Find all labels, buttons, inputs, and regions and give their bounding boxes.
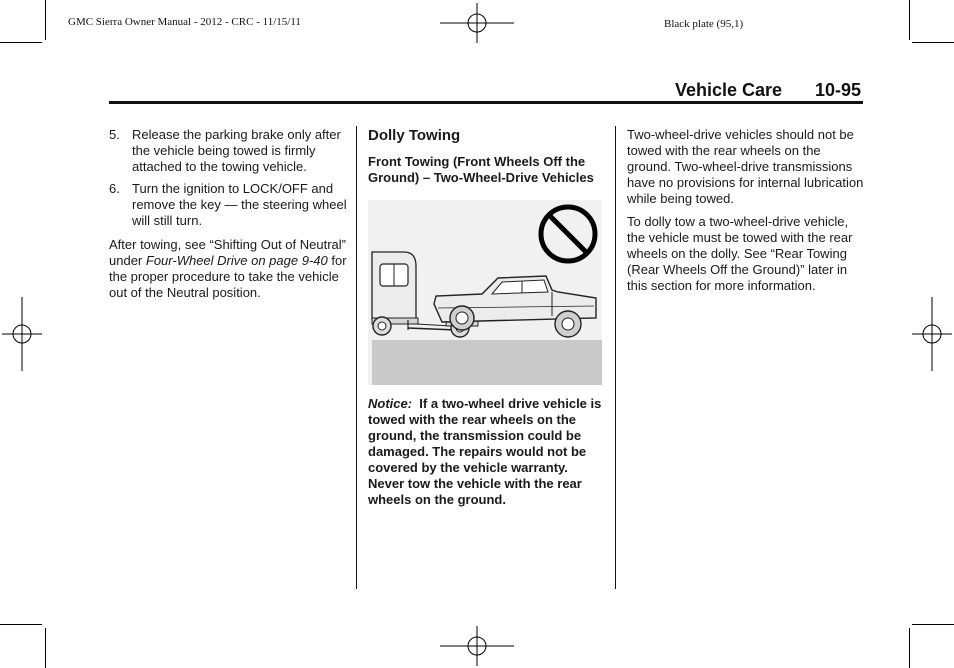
crop-mark <box>45 628 46 668</box>
list-item <box>109 181 347 229</box>
column-middle <box>368 127 606 515</box>
dolly-towing-illustration <box>368 200 602 385</box>
crop-mark <box>909 628 910 668</box>
notice-label: Notice: <box>368 396 413 411</box>
column-left <box>109 127 347 308</box>
list-item <box>109 127 347 175</box>
body-paragraph: To dolly tow a two-wheel-drive vehicle, the vehicle must be towed with the rear wheels on the dolly. See “Rear Towing (Rear Wheels Off the Ground)” later in this section for more information. <box>627 214 853 293</box>
step-text: Release the parking brake only after the vehicle being towed is firmly attached to the towing vehicle. <box>132 127 341 174</box>
crop-mark <box>912 624 954 625</box>
body-paragraph <box>109 237 347 301</box>
page-number: 10-95 <box>815 80 862 100</box>
registration-mark-icon <box>440 3 514 43</box>
notice-text: If a two-wheel drive vehicle is towed with the rear wheels on the ground, the transmission could be damaged. The repairs would not be covered by the vehicle warranty. Never tow the vehicle with the rear wheels on the ground. <box>368 396 602 507</box>
column-divider <box>615 126 616 589</box>
step-text: Turn the ignition to LOCK/OFF and remove the key — the steering wheel will still turn. <box>132 181 347 228</box>
header-rule <box>109 101 863 104</box>
step-number: 6. <box>109 181 120 196</box>
section-heading: Dolly Towing <box>368 127 461 144</box>
crop-mark <box>912 42 954 43</box>
paragraph-text: for the proper procedure to take the vehicle out of the Neutral position. <box>109 253 347 300</box>
registration-mark-icon <box>912 297 952 371</box>
crop-mark <box>909 0 910 40</box>
step-number: 5. <box>109 127 120 142</box>
crop-mark <box>45 0 46 40</box>
cross-reference-link[interactable]: Four-Wheel Drive on page 9-40 <box>145 253 328 268</box>
section-title: Vehicle Care <box>675 80 783 100</box>
print-slug-left: GMC Sierra Owner Manual - 2012 - CRC - 11/15/11 <box>68 16 301 28</box>
crop-mark <box>0 624 42 625</box>
crop-mark <box>0 42 42 43</box>
print-slug-right: Black plate (95,1) <box>664 18 744 30</box>
towing-figure <box>368 200 602 385</box>
registration-mark-icon <box>2 297 42 371</box>
registration-mark-icon <box>440 626 514 666</box>
body-paragraph: Two-wheel-drive vehicles should not be towed with the rear wheels on the ground. Two-wheel-drive transmissions have no provisions for internal lubrication while being towed. <box>627 127 864 206</box>
column-right <box>627 127 865 301</box>
subsection-heading: Front Towing (Front Wheels Off the Ground) – Two-Wheel-Drive Vehicles <box>368 154 594 185</box>
paragraph-text: After towing, see “Shifting Out of Neutral” under <box>109 237 346 268</box>
notice-paragraph <box>368 396 606 508</box>
column-divider <box>356 126 357 589</box>
ground-strip <box>372 340 602 385</box>
